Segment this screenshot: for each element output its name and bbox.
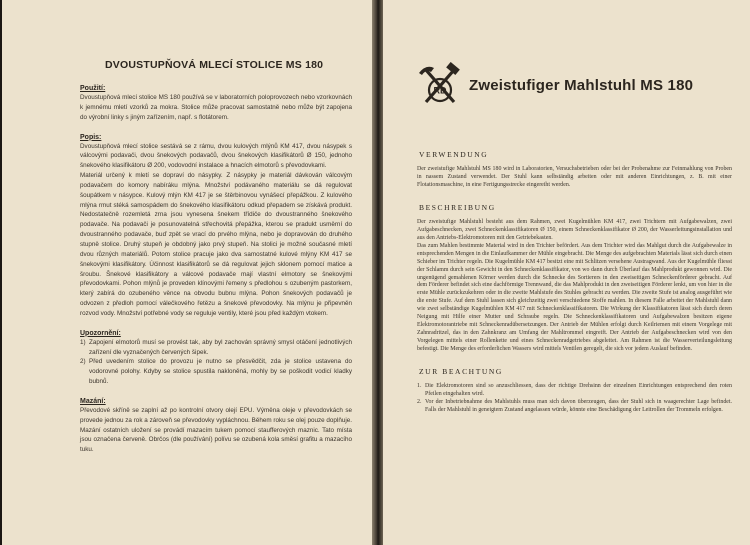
left-page-title: DVOUSTUPŇOVÁ MLECÍ STOLICE MS 180 — [105, 59, 324, 71]
pouziti-text: Dvoustupňová mlecí stolice MS 180 používá se v laboratorních poloprovozech nebo vzorkovnách k jemnému mletí vzorků za mokra. Stolice může pracovat samostatně nebo může být zapojena do výrobní linky s jiným zařízením, např. s flotátorem. — [80, 94, 352, 121]
beschreibung-paragraph-2: Das zum Mahlen bestimmte Material wird in den Trichter befördert. Aus dem Trichter wird das Mahlgut durch die Aufgabewalze in entsprechenden Mengen in die Einlaufkammer der Mühle eingebracht. Die Menge des aufgebrachten Materials lässt sich durch einen Schieber im Trichter regeln. Die Kugelmühle KM 417 besitzt eine mit Schlitzen versehene Austragwand. Aus der Kugelmühle fliesst der Schlamm durch sein Gewicht in den Schneckenklassifikator, von wo dann durch Überlauf das Mahlprodukt gewonnen wird. Die ungenügend gemahlenen Körner werden durch die Schnecke des Sortierers in den zweiseitigen Schneckenförderer gebracht. Auf dem Förderer befindet sich eine dachförmige Trennwand, die das Mahlprodukt in den zweiseitigen Förderer lenkt, um von hier in die erste Mühle zurückzukehren oder in die zweite Mahlstufe des Stuhles gebracht zu werden. Die zweite Stufe ist analog ausgeführt wie die erste Stufe. Auf dem Stuhl lassen sich gleichzeitig zwei verschiedene Stoffe mahlen. In diesem Falle arbeitet der Mahlstuhl dann wie zwei selbständige Kugelmühlen KM 417 mit Schneckenklassifikatoren. Die Wirkung der Klassifikatoren lässt sich durch deren Neigung mit Hilfe einer Mutter und Schraube regeln. Die Schneckenklassifikatoren und Aufgabewalzen besitzen eigene Elektromotorantriebe mit Schneckenradübersetzungen. Der Antrieb der Mühlen erfolgt durch Keilriemen mit einem Vorgelege mit Zahnradritzel, das in den Zahnkranz am Umfang der Mahltrommel eingreift. Der Antrieb der Aufgabeschnecken wird von den Vorgelegen mittels einer Rollenkette und eines Schneckenradgetriebes abgeleitet. Am Rahmen ist die Wasserverteilungsleitung befestigt. Die Menge des erforderlichen Wassers wird mittels Ventilen geregelt, die sich vor jedem Auslauf befinden. — [417, 242, 732, 353]
list-item-text: Vor der Inbetriebnahme des Mahlstuhls muss man sich davon überzeugen, dass der Stuhl sich in waagerechter Lage befindet. Falls der Mahlstuhl in geneigtem Zustand angelassen würde, könnte eine Beschädigung der Leitrollen der Trommeln erfolgen. — [425, 398, 732, 413]
popis-paragraph-2: Materiál určený k mletí se dopraví do násypky. Z násypky je materiál dávkován válcovým podavačem do komory nabíráku mlýna. Množství podávaného materiálu se dá regulovat šoupátkem v násypce. Kulový mlýn KM 417 je se štěrbinovou vynášecí přepážkou. Z kulového mlýna rmut stéká samospádem do šnekového klasifikátoru odkud přepadem se získává produkt. Nedostatečně rozemletá zrna jsou vynesena šnekem třídiče do dvoustranného šnekového podavače. Na podavači je posunovatelná střechovitá přepážka, kterou se pradukt usměrní do dvoustranného podavače, buď zpět se vrací do prvého mlýna, nebo je dopravován do druhého stupně stolice. Druhý stupeň je obdobný jako prvý stupeň. Na stolici je možné současné mletí dvou různých materiálů. Potom stolice pracuje jako dva samostatné kulové mlýny KM 417 se šnekovými klasifikátory. Účinnost klasifikátorů se dá regulovat jejich sklonem pomocí matice a šroubu. Šnekové klasifikátory a válcové podavače mají vlastní elmotory se šnekovými převodovkami. Pohon mlýnů je proveden klínovými řemeny s předlohou s ozubeným pastorkem, který zabírá do ozubeného věnce na obvodu bubnu mlýna. Pohon šnekových podavačů je odvozen z předloh pomocí válečkového řetězu a šnekové převodovky. Na mlýnu je připevněn rozvod vody. Množství potřebné vody se reguluje ventily, které jsou před každým vtokem. — [80, 172, 352, 317]
right-page — [383, 0, 750, 545]
book-gutter — [372, 0, 383, 545]
list-item — [80, 357, 352, 387]
beschreibung-heading: BESCHREIBUNG — [419, 202, 496, 212]
upozorneni-list — [80, 338, 352, 387]
right-page-title: Zweistufiger Mahlstuhl MS 180 — [469, 76, 694, 94]
list-item-text: Die Elektromotoren sind so anzuschliessen, dass der richtige Drehsinn der einzelnen Einrichtungen entsprechend den roten Pfeilen eingehalten wird. — [425, 383, 732, 398]
beachtung-heading: ZUR BEACHTUNG — [419, 367, 503, 377]
list-item-text: Před uvedením stolice do provozu je nutno se přesvědčit, zda je stolice ustavena do vodorovné polohy. Kdyby se stolice spustila nakloněná, mohly by se poškodit vodicí kladky bubnů. — [89, 358, 352, 386]
upozorneni-heading: Upozornění: — [80, 329, 121, 337]
mazani-heading: Mazání: — [80, 397, 106, 405]
verwendung-text: Der zweistufige Mahlstuhl MS 180 wird in Laboratorien, Versuchsbetrieben oder bei der Probenahme zur Feinmahlung von Proben in nassem Zustand verwendet. Der Stuhl kann selbständig arbeiten oder mit anderen Einrichtungen, z. B. mit einer Flotationsmaschine, in eine Fertigungsstrecke eingereiht werden. — [417, 166, 732, 188]
list-item-number: 2) — [80, 358, 86, 366]
right-page-header — [417, 62, 732, 108]
left-page — [2, 0, 372, 545]
list-item-text: Zapojení elmotorů musí se provést tak, aby byl zachován správný smysl otáčení jednotlivých zařízení dle vyznačených červených šipek. — [89, 338, 352, 356]
list-item-number: 1) — [80, 338, 86, 346]
beschreibung-paragraph-1: Der zweistufige Mahlstuhl besteht aus dem Rahmen, zwei Kugelmühlen KM 417, zwei Trichtern mit Aufgabewalzen, zwei Aufgabeschnecken, zwei Schneckenklassifikatoren Ø 150, einem Schneckenklassifikator Ø 200, der Wasserleitungsinstallation und aus den Antriebs-Elektromotoren mit den Getriebekasten. — [417, 218, 732, 241]
list-item — [80, 338, 352, 358]
pouziti-heading: Použití: — [80, 85, 106, 92]
list-item — [417, 383, 732, 399]
logo-text: RD — [433, 85, 447, 96]
hammer-pick-logo-icon — [417, 62, 463, 108]
mazani-text: Převodové skříně se zaplní až po kontrolní otvory olejí EPU. Výměna oleje v převodovkách se provede jednou za rok a zároveň se převodovky vypláchnou. Během roku se olej pouze doplňuje. Mazání ostatních uložení se provádí mazacím tukem pomocí staufferových maznic. Tato místa jsou označena červeně. Obrčos (dle používání) polívu se ozubená kola směsí grafitu a mazacího tuku. — [80, 406, 352, 454]
list-item-number: 1. — [417, 383, 422, 390]
beachtung-list — [417, 383, 732, 415]
popis-paragraph-1: Dvoustupňová mlecí stolice sestává se z rámu, dvou kulových mlýnů KM 417, dvou násypek s válcovými podavači, dvou šnekových podavačů, dvou šnekových klasifikátorů Ø 150, jednoho šnekového klasifikátoru Ø 200, vodovodní instalace a hnacích elmotorů s převodovkami. — [80, 142, 352, 170]
list-item — [417, 399, 732, 415]
popis-heading: Popis: — [80, 133, 102, 141]
verwendung-heading: VERWENDUNG — [419, 150, 489, 159]
list-item-number: 2. — [417, 398, 422, 405]
